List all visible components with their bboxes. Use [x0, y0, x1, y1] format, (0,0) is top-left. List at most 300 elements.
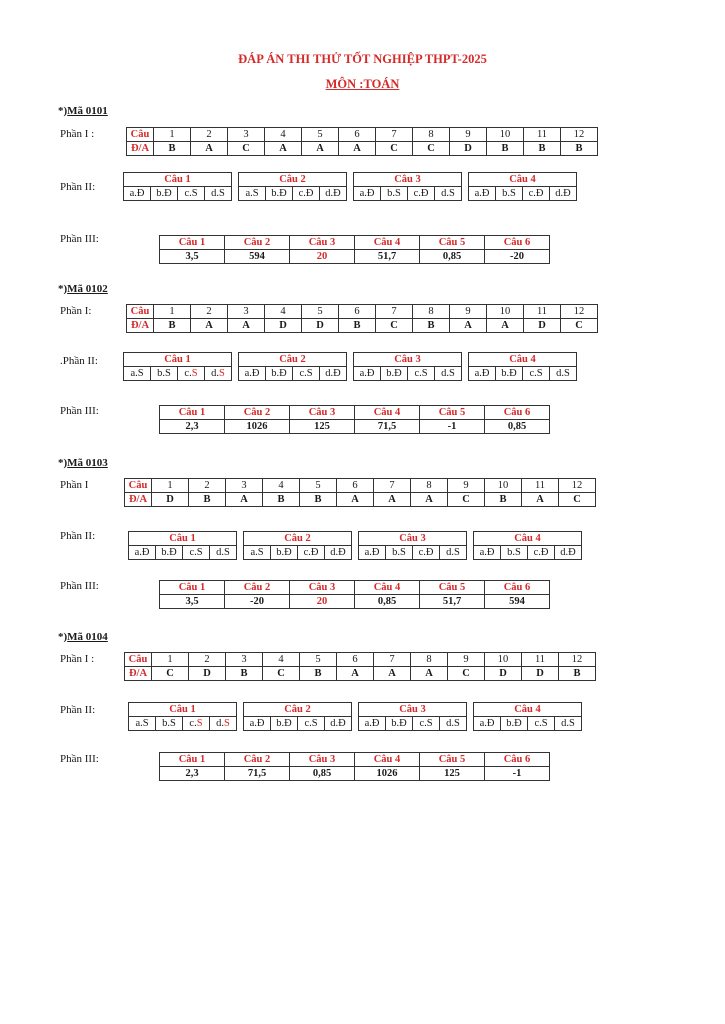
- question-header: Câu 1: [160, 236, 225, 250]
- spacer-cell: [462, 353, 469, 367]
- answer-cell: 51,7: [355, 250, 420, 264]
- true-false-cell: a.Đ: [244, 717, 271, 731]
- answer-cell: D: [485, 667, 522, 681]
- spacer-cell: [237, 532, 244, 546]
- true-false-cell: c.Đ: [413, 546, 440, 560]
- table-row: [160, 581, 550, 595]
- spacer-cell: [352, 703, 359, 717]
- answer-cell: 0,85: [420, 250, 485, 264]
- table-row: [125, 667, 596, 681]
- question-number: 9: [448, 479, 485, 493]
- question-header: Câu 6: [485, 236, 550, 250]
- answer-cell: A: [337, 493, 374, 507]
- part-2-label: Phần II:: [60, 530, 96, 542]
- highlighted-letter: S: [224, 718, 230, 729]
- question-header: Câu 3: [354, 353, 462, 367]
- answer-cell: B: [487, 142, 524, 156]
- question-number: 8: [413, 128, 450, 142]
- answer-cell: A: [302, 142, 339, 156]
- part-3-table: [159, 580, 550, 609]
- true-false-cell: a.S: [244, 546, 271, 560]
- part-1-table: [126, 127, 598, 156]
- page-subtitle: MÔN :TOÁN: [325, 77, 400, 91]
- true-false-cell: b.Đ: [151, 187, 178, 201]
- true-false-cell: b.Đ: [501, 717, 528, 731]
- answer-cell: A: [228, 319, 265, 333]
- true-false-cell: b.Đ: [496, 367, 523, 381]
- spacer-cell: [467, 703, 474, 717]
- true-false-cell: c.S: [178, 367, 205, 381]
- question-header: Câu 2: [244, 532, 352, 546]
- answer-cell: B: [413, 319, 450, 333]
- answer-cell: C: [559, 493, 596, 507]
- part-3-table: [159, 752, 550, 781]
- spacer-cell: [347, 353, 354, 367]
- question-number: 1: [152, 653, 189, 667]
- exam-code-prefix: *): [58, 105, 68, 117]
- question-number: 6: [339, 128, 376, 142]
- answer-cell: 71,5: [225, 767, 290, 781]
- table-row: [160, 595, 550, 609]
- true-false-cell: d.Đ: [320, 187, 347, 201]
- table-row: [160, 250, 550, 264]
- question-number: 11: [522, 653, 559, 667]
- question-header: Câu 2: [225, 753, 290, 767]
- question-header: Câu 5: [420, 236, 485, 250]
- part-1-table: [126, 304, 598, 333]
- true-false-cell: d.S: [435, 367, 462, 381]
- true-false-cell: a.Đ: [239, 367, 266, 381]
- spacer-cell: [232, 187, 239, 201]
- question-header: Câu 3: [359, 703, 467, 717]
- exam-code: [58, 105, 108, 117]
- answer-cell: D: [189, 667, 226, 681]
- question-header: Câu 6: [485, 406, 550, 420]
- spacer-cell: [467, 717, 474, 731]
- question-number: 1: [154, 128, 191, 142]
- true-false-cell: c.S: [183, 717, 210, 731]
- answer-cell: B: [339, 319, 376, 333]
- true-false-cell: d.S: [205, 367, 232, 381]
- table-row: [125, 493, 596, 507]
- exam-code-prefix: *): [58, 457, 68, 469]
- answer-header-cell: Đ/A: [125, 493, 152, 507]
- true-false-cell: a.Đ: [469, 187, 496, 201]
- table-row: [129, 546, 582, 560]
- cau-header-cell: Câu: [125, 479, 152, 493]
- question-number: 1: [154, 305, 191, 319]
- question-number: 12: [561, 128, 598, 142]
- true-false-cell: d.Đ: [555, 546, 582, 560]
- answer-cell: A: [411, 493, 448, 507]
- true-false-cell: a.S: [124, 367, 151, 381]
- cau-header-cell: Câu: [127, 305, 154, 319]
- question-number: 5: [300, 479, 337, 493]
- true-false-cell: d.S: [205, 187, 232, 201]
- part-2-label: Phần II:: [60, 181, 96, 193]
- answer-cell: A: [191, 319, 228, 333]
- part-2-label: .Phần II:: [60, 355, 98, 367]
- question-number: 2: [191, 305, 228, 319]
- answer-cell: A: [487, 319, 524, 333]
- table-row: [160, 420, 550, 434]
- true-false-cell: a.Đ: [124, 187, 151, 201]
- true-false-cell: c.Đ: [523, 187, 550, 201]
- true-false-cell: b.S: [386, 546, 413, 560]
- question-header: Câu 4: [355, 406, 420, 420]
- spacer-cell: [347, 173, 354, 187]
- exam-code: [58, 631, 108, 643]
- question-header: Câu 1: [160, 581, 225, 595]
- exam-code-prefix: *): [58, 631, 68, 643]
- answer-cell: 3,5: [160, 250, 225, 264]
- highlighted-letter: S: [219, 368, 225, 379]
- table-row: [127, 142, 598, 156]
- true-false-cell: c.S: [298, 717, 325, 731]
- highlighted-letter: S: [196, 718, 203, 729]
- question-number: 4: [263, 653, 300, 667]
- question-number: 5: [302, 305, 339, 319]
- true-false-cell: b.S: [381, 187, 408, 201]
- answer-cell: 594: [485, 595, 550, 609]
- answer-cell: A: [226, 493, 263, 507]
- true-false-cell: a.Đ: [129, 546, 156, 560]
- question-number: 12: [559, 479, 596, 493]
- answer-cell: 1026: [355, 767, 420, 781]
- answer-cell: 51,7: [420, 595, 485, 609]
- table-row: [160, 753, 550, 767]
- answer-cell: C: [228, 142, 265, 156]
- true-false-cell: a.Đ: [359, 717, 386, 731]
- spacer-cell: [352, 532, 359, 546]
- spacer-cell: [462, 187, 469, 201]
- true-false-cell: c.Đ: [298, 546, 325, 560]
- question-number: 4: [265, 128, 302, 142]
- part-1-label: Phần I :: [60, 653, 95, 665]
- spacer-cell: [467, 532, 474, 546]
- true-false-cell: b.Đ: [266, 187, 293, 201]
- answer-cell: -1: [420, 420, 485, 434]
- table-row: [127, 319, 598, 333]
- answer-cell: A: [522, 493, 559, 507]
- exam-code-label: Mã 0102: [67, 283, 108, 295]
- question-header: Câu 5: [420, 581, 485, 595]
- true-false-cell: c.Đ: [528, 546, 555, 560]
- table-row: [124, 173, 577, 187]
- part-2-table: [123, 352, 577, 381]
- true-false-cell: b.Đ: [386, 717, 413, 731]
- answer-cell: C: [152, 667, 189, 681]
- true-false-cell: d.Đ: [320, 367, 347, 381]
- question-header: Câu 1: [124, 353, 232, 367]
- part-3-table: [159, 405, 550, 434]
- question-number: 10: [485, 479, 522, 493]
- question-header: Câu 2: [239, 353, 347, 367]
- spacer-cell: [347, 187, 354, 201]
- part-2-table: [128, 702, 582, 731]
- question-header: Câu 4: [469, 353, 577, 367]
- exam-code-label: Mã 0101: [67, 105, 108, 117]
- table-row: [129, 717, 582, 731]
- answer-cell: B: [300, 493, 337, 507]
- part-1-table: [124, 652, 596, 681]
- spacer-cell: [462, 173, 469, 187]
- answer-cell: C: [448, 493, 485, 507]
- question-header: Câu 2: [244, 703, 352, 717]
- question-number: 3: [228, 305, 265, 319]
- question-number: 6: [339, 305, 376, 319]
- part-3-table: [159, 235, 550, 264]
- table-row: [125, 653, 596, 667]
- true-false-cell: c.S: [528, 717, 555, 731]
- true-false-cell: d.S: [555, 717, 582, 731]
- answer-cell: C: [561, 319, 598, 333]
- question-header: Câu 6: [485, 753, 550, 767]
- part-3-label: Phần III:: [60, 753, 99, 765]
- true-false-cell: b.Đ: [266, 367, 293, 381]
- answer-cell: C: [263, 667, 300, 681]
- part-1-table: [124, 478, 596, 507]
- answer-cell: B: [154, 319, 191, 333]
- true-false-cell: d.Đ: [325, 717, 352, 731]
- cau-header-cell: Câu: [125, 653, 152, 667]
- answer-cell: 71,5: [355, 420, 420, 434]
- true-false-cell: c.Đ: [293, 187, 320, 201]
- answer-cell: C: [448, 667, 485, 681]
- table-row: [160, 236, 550, 250]
- spacer-cell: [237, 703, 244, 717]
- part-3-label: Phần III:: [60, 580, 99, 592]
- part-3-label: Phần III:: [60, 405, 99, 417]
- question-number: 8: [413, 305, 450, 319]
- true-false-cell: d.S: [550, 367, 577, 381]
- true-false-cell: b.S: [151, 367, 178, 381]
- question-number: 10: [487, 305, 524, 319]
- question-number: 11: [524, 305, 561, 319]
- question-number: 4: [265, 305, 302, 319]
- answer-cell: -20: [485, 250, 550, 264]
- true-false-cell: a.Đ: [474, 546, 501, 560]
- true-false-cell: a.Đ: [354, 187, 381, 201]
- answer-cell: B: [189, 493, 226, 507]
- question-header: Câu 1: [160, 753, 225, 767]
- question-number: 4: [263, 479, 300, 493]
- answer-cell: B: [300, 667, 337, 681]
- answer-cell: B: [561, 142, 598, 156]
- spacer-cell: [462, 367, 469, 381]
- answer-cell: B: [226, 667, 263, 681]
- question-number: 8: [411, 479, 448, 493]
- answer-cell: C: [376, 319, 413, 333]
- spacer-cell: [467, 546, 474, 560]
- question-header: Câu 4: [355, 753, 420, 767]
- question-number: 10: [487, 128, 524, 142]
- highlighted-letter: S: [191, 368, 198, 379]
- spacer-cell: [352, 717, 359, 731]
- question-number: 12: [561, 305, 598, 319]
- question-number: 3: [226, 653, 263, 667]
- question-number: 11: [524, 128, 561, 142]
- true-false-cell: b.Đ: [271, 717, 298, 731]
- spacer-cell: [237, 717, 244, 731]
- question-header: Câu 2: [225, 236, 290, 250]
- answer-cell: A: [191, 142, 228, 156]
- true-false-cell: b.S: [156, 717, 183, 731]
- question-header: Câu 4: [355, 236, 420, 250]
- true-false-cell: b.Đ: [381, 367, 408, 381]
- answer-cell: A: [337, 667, 374, 681]
- part-3-label: Phần III:: [60, 233, 99, 245]
- question-number: 9: [450, 305, 487, 319]
- part-1-label: Phần I: [60, 479, 89, 491]
- true-false-cell: c.S: [178, 187, 205, 201]
- exam-code: [58, 457, 108, 469]
- part-2-table: [123, 172, 577, 201]
- answer-cell: A: [374, 493, 411, 507]
- answer-header-cell: Đ/A: [127, 319, 154, 333]
- question-header: Câu 3: [290, 753, 355, 767]
- exam-code-label: Mã 0104: [67, 631, 108, 643]
- spacer-cell: [352, 546, 359, 560]
- table-row: [129, 532, 582, 546]
- question-number: 2: [189, 479, 226, 493]
- question-number: 9: [450, 128, 487, 142]
- answer-cell: D: [522, 667, 559, 681]
- table-row: [127, 305, 598, 319]
- answer-cell: 3,5: [160, 595, 225, 609]
- page-title: ĐÁP ÁN THI THỬ TỐT NGHIỆP THPT-2025: [238, 52, 487, 66]
- answer-cell: D: [450, 142, 487, 156]
- table-row: [160, 406, 550, 420]
- answer-cell: 0,85: [355, 595, 420, 609]
- table-row: [160, 767, 550, 781]
- cau-header-cell: Câu: [127, 128, 154, 142]
- question-number: 2: [189, 653, 226, 667]
- question-number: 1: [152, 479, 189, 493]
- answer-cell: A: [265, 142, 302, 156]
- question-header: Câu 5: [420, 753, 485, 767]
- part-2-table: [128, 531, 582, 560]
- question-header: Câu 3: [290, 581, 355, 595]
- exam-code-prefix: *): [58, 283, 68, 295]
- question-header: Câu 4: [474, 703, 582, 717]
- question-number: 7: [374, 653, 411, 667]
- question-header: Câu 3: [354, 173, 462, 187]
- answer-cell: B: [524, 142, 561, 156]
- question-number: 12: [559, 653, 596, 667]
- true-false-cell: d.S: [440, 546, 467, 560]
- true-false-cell: b.Đ: [271, 546, 298, 560]
- answer-cell: 1026: [225, 420, 290, 434]
- question-number: 6: [337, 479, 374, 493]
- question-header: Câu 2: [225, 581, 290, 595]
- question-header: Câu 4: [474, 532, 582, 546]
- question-number: 11: [522, 479, 559, 493]
- true-false-cell: a.Đ: [469, 367, 496, 381]
- question-number: 7: [376, 128, 413, 142]
- answer-cell: -1: [485, 767, 550, 781]
- spacer-cell: [347, 367, 354, 381]
- true-false-cell: c.Đ: [408, 187, 435, 201]
- answer-cell: C: [413, 142, 450, 156]
- true-false-cell: c.S: [183, 546, 210, 560]
- true-false-cell: d.S: [210, 546, 237, 560]
- answer-cell: 0,85: [290, 767, 355, 781]
- answer-cell: D: [152, 493, 189, 507]
- true-false-cell: a.Đ: [359, 546, 386, 560]
- question-number: 5: [300, 653, 337, 667]
- true-false-cell: a.S: [239, 187, 266, 201]
- true-false-cell: d.S: [435, 187, 462, 201]
- exam-code: [58, 283, 108, 295]
- spacer-cell: [232, 353, 239, 367]
- answer-cell: D: [265, 319, 302, 333]
- spacer-cell: [232, 173, 239, 187]
- answer-cell: D: [302, 319, 339, 333]
- question-header: Câu 2: [225, 406, 290, 420]
- answer-cell: A: [411, 667, 448, 681]
- answer-cell: 125: [290, 420, 355, 434]
- table-row: [124, 367, 577, 381]
- true-false-cell: d.Đ: [550, 187, 577, 201]
- true-false-cell: a.Đ: [354, 367, 381, 381]
- question-number: 8: [411, 653, 448, 667]
- true-false-cell: c.S: [413, 717, 440, 731]
- true-false-cell: b.Đ: [156, 546, 183, 560]
- true-false-cell: c.S: [523, 367, 550, 381]
- question-header: Câu 4: [469, 173, 577, 187]
- question-number: 3: [226, 479, 263, 493]
- table-row: [124, 353, 577, 367]
- answer-cell: A: [339, 142, 376, 156]
- answer-cell: 125: [420, 767, 485, 781]
- question-number: 10: [485, 653, 522, 667]
- question-header: Câu 3: [290, 406, 355, 420]
- answer-cell: B: [263, 493, 300, 507]
- question-number: 7: [376, 305, 413, 319]
- question-number: 7: [374, 479, 411, 493]
- question-number: 9: [448, 653, 485, 667]
- question-header: Câu 1: [124, 173, 232, 187]
- question-header: Câu 1: [160, 406, 225, 420]
- question-header: Câu 1: [129, 703, 237, 717]
- answer-cell: B: [485, 493, 522, 507]
- answer-cell: A: [450, 319, 487, 333]
- true-false-cell: c.S: [408, 367, 435, 381]
- answer-cell: A: [374, 667, 411, 681]
- true-false-cell: d.Đ: [325, 546, 352, 560]
- true-false-cell: b.S: [496, 187, 523, 201]
- question-header: Câu 5: [420, 406, 485, 420]
- question-number: 3: [228, 128, 265, 142]
- true-false-cell: d.S: [440, 717, 467, 731]
- question-header: Câu 6: [485, 581, 550, 595]
- true-false-cell: c.S: [293, 367, 320, 381]
- spacer-cell: [237, 546, 244, 560]
- part-1-label: Phần I :: [60, 128, 95, 140]
- true-false-cell: b.S: [501, 546, 528, 560]
- part-1-label: Phần I:: [60, 305, 92, 317]
- answer-cell: -20: [225, 595, 290, 609]
- question-header: Câu 3: [359, 532, 467, 546]
- part-2-label: Phần II:: [60, 704, 96, 716]
- answer-cell: B: [154, 142, 191, 156]
- true-false-cell: a.Đ: [474, 717, 501, 731]
- question-header: Câu 1: [129, 532, 237, 546]
- question-header: Câu 4: [355, 581, 420, 595]
- question-number: 5: [302, 128, 339, 142]
- true-false-cell: d.S: [210, 717, 237, 731]
